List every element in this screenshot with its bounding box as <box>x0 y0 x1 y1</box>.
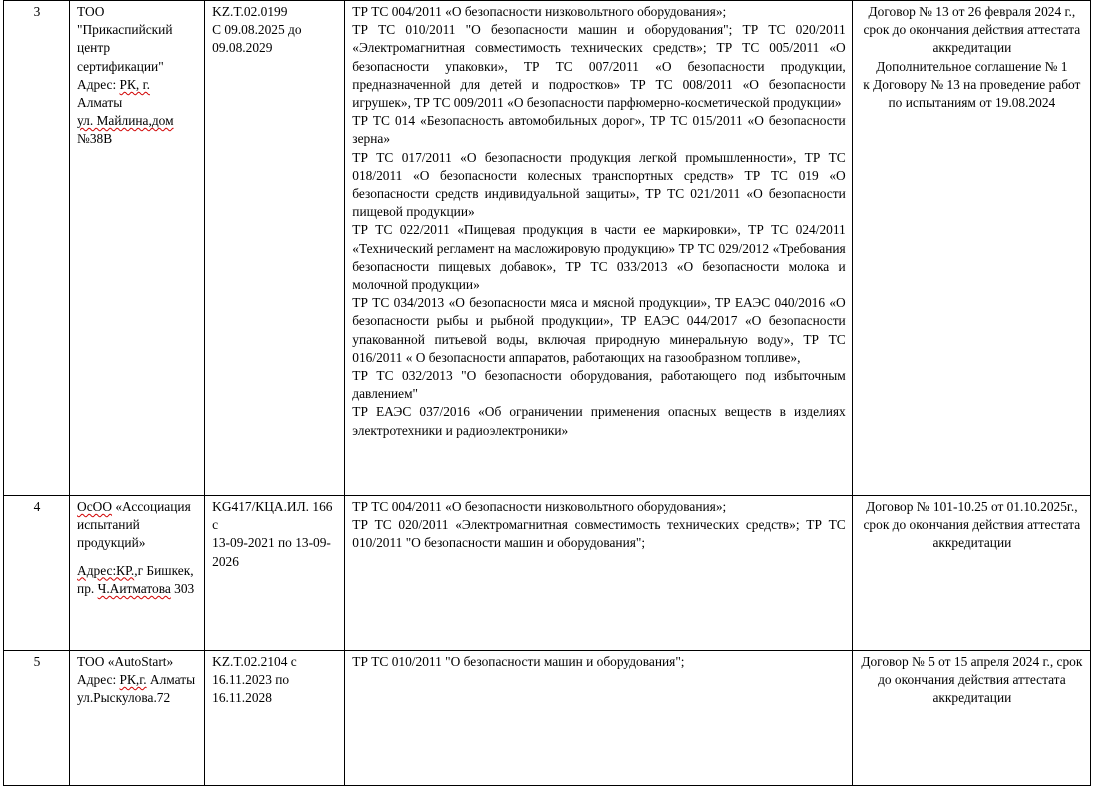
cert-number-validity: KZ.T.02.2104 с 16.11.2023 по 16.11.2028 <box>212 654 297 706</box>
row-number: 5 <box>4 651 70 786</box>
regulations-cell <box>345 651 852 786</box>
org-address-street: Ч.Аитматова <box>97 580 171 596</box>
row-number: 3 <box>4 1 70 496</box>
regulation-item: ТР ТС 020/2011 «Электромагнитная совместимость технических средств»; ТР ТС 010/2011 "О безопасности машин и оборудования"; <box>352 517 846 551</box>
org-address-prefix: Адрес: <box>77 76 120 92</box>
org-name-rest: «Ассоциация испытаний продукций» <box>77 499 191 551</box>
org-address-prefix: Адрес: <box>77 672 120 688</box>
regulation-item: ТР ТС 010/2011 "О безопасности машин и оборудования"; <box>352 654 685 669</box>
cert-validity: 13-09-2021 по 13-09-2026 <box>212 535 331 569</box>
org-name-underlined: ОсОО <box>77 499 113 514</box>
contract-main: Договор № 5 от 15 апреля 2024 г., срок до окончания действия аттестата аккредитации <box>861 654 1083 706</box>
regulation-item: ТР ТС 022/2011 «Пищевая продукция в части ее маркировки», ТР ТС 024/2011 «Технический регламент на масложировую продукцию» ТР ТС 029/2012 «Требования безопасности пищевых добавок», ТР ТС 033/2013 «О безопасности молока и молочной продукции» <box>352 222 846 293</box>
contract-main: Договор № 13 от 26 февраля 2024 г., срок до окончания действия аттестата аккредитации <box>863 4 1081 56</box>
certificate-cell <box>205 1 345 496</box>
org-address-house: 303 <box>170 580 195 596</box>
regulation-item: ТР ТС 034/2013 «О безопасности мяса и мясной продукции», ТР ЕАЭС 040/2016 «О безопасности рыбы и рыбной продукции», ТР ЕАЭС 044/2017 «О безопасности упакованной питьевой воды, включая природную минеральную воду», ТР ТС 016/2011 « О безопасности аппаратов, работающих на газообразном топливе», <box>352 295 846 365</box>
org-address-underlined: РК,г. <box>119 672 147 688</box>
regulation-item: ТР ТС 010/2011 "О безопасности машин и оборудования"; ТР ТС 020/2011 «Электромагнитная совместимость технических средств»; ТР ТС 005/2011 «О безопасности упаковки», ТР ТС 007/2011 «О безопасности продукции, предназначенной для детей и подростков» ТР ТС 008/2011 «О безопасности игрушек», ТР ТС 009/2011 «О безопасности парфюмерно-косметической продукции» <box>352 22 846 111</box>
cert-from-label: с <box>212 517 219 533</box>
regulation-item: ТР ТС 032/2013 "О безопасности оборудования, работающего под избыточным давлением" <box>352 368 846 402</box>
cert-validity: С 09.08.2025 до 09.08.2029 <box>212 22 302 56</box>
accredited-labs-table <box>3 0 1091 786</box>
contract-supplement: Дополнительное соглашение № 1 <box>876 58 1068 74</box>
regulation-item: ТР ТС 004/2011 «О безопасности низковольтного оборудования»; <box>352 4 727 19</box>
contract-supplement-detail: к Договору № 13 на проведение работ по испытаниям от 19.08.2024 <box>863 76 1081 111</box>
org-address-underlined: РК, г. <box>119 76 150 92</box>
organization-cell <box>70 1 205 496</box>
org-address-street: ул. Майлина,дом <box>77 113 174 129</box>
contract-cell <box>852 1 1090 496</box>
row-number: 4 <box>4 496 70 651</box>
org-name: ТОО «AutoStart» <box>77 654 174 669</box>
certificate-cell <box>205 651 345 786</box>
org-address-underlined: Адрес:КР. <box>77 562 135 578</box>
regulation-item: ТР ЕАЭС 037/2016 «Об ограничении применения опасных веществ в изделиях электротехники и радиоэлектроники» <box>352 404 846 438</box>
cert-number: KG417/КЦА.ИЛ. 166 <box>212 499 333 514</box>
org-address-house: №38В <box>77 131 113 147</box>
org-name-line1: ТОО <box>77 4 105 19</box>
contract-cell <box>852 496 1090 651</box>
regulation-item: ТР ТС 014 «Безопасность автомобильных дорог», ТР ТС 015/2011 «О безопасности зерна» <box>352 113 846 147</box>
regulation-item: ТР ТС 017/2011 «О безопасности продукция легкой промышленности», ТР ТС 018/2011 «О безопасности колесных транспортных средств» ТР ТС 019 «О безопасности средств индивидуальной защиты», ТР ТС 021/2011 «О безопасности пищевой продукции» <box>352 149 846 220</box>
cert-number: KZ.T.02.0199 <box>212 4 288 19</box>
org-address-rest1: ,г Бишкек, пр. <box>77 562 194 596</box>
table-row <box>4 651 1091 786</box>
certificate-cell <box>205 496 345 651</box>
regulations-cell <box>345 496 852 651</box>
table-row <box>4 496 1091 651</box>
organization-cell <box>70 651 205 786</box>
org-name-line2: "Прикаспийский центр сертификации" <box>77 22 173 74</box>
org-address-rest1: Алматы <box>77 95 123 111</box>
organization-cell <box>70 496 205 651</box>
org-address-rest1: Алматы ул.Рыскулова.72 <box>77 672 196 706</box>
contract-main: Договор № 101-10.25 от 01.10.2025г., срок до окончания действия аттестата аккредитации <box>863 499 1081 551</box>
table-row <box>4 1 1091 496</box>
regulations-cell <box>345 1 852 496</box>
contract-cell <box>852 651 1090 786</box>
regulation-item: ТР ТС 004/2011 «О безопасности низковольтного оборудования»; <box>352 499 727 514</box>
